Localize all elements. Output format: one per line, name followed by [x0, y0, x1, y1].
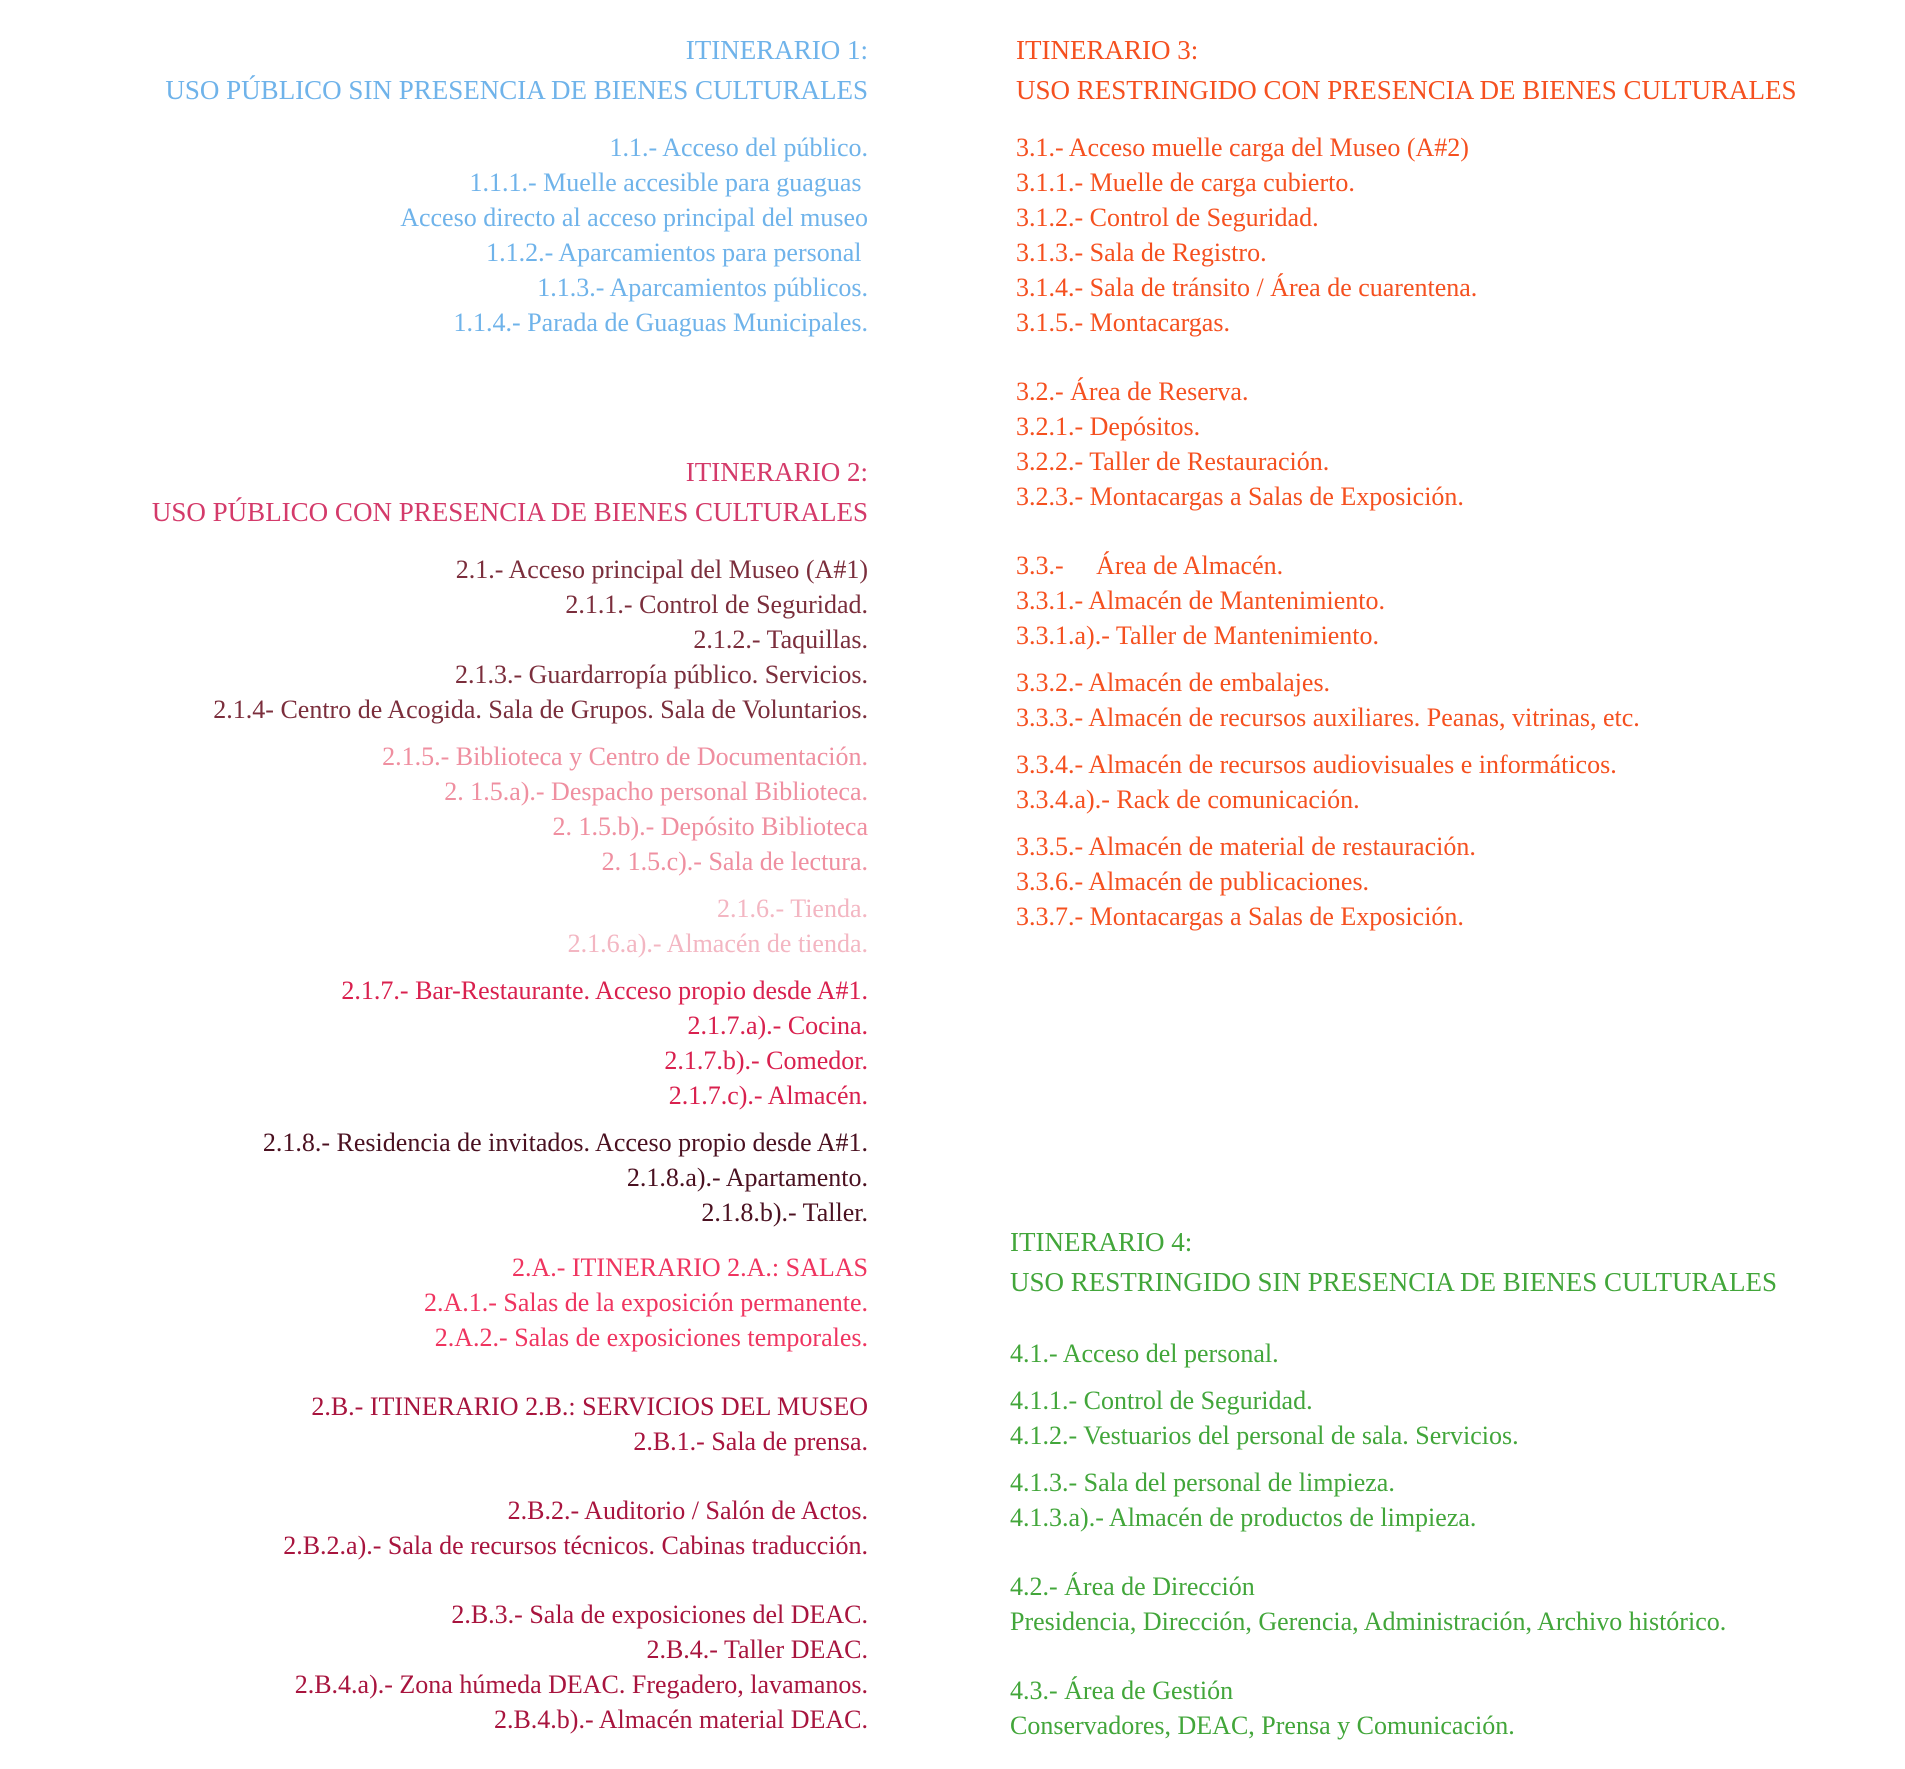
list-item: 1.1.3.- Aparcamientos públicos. — [537, 273, 868, 302]
list-item: 3.3.2.- Almacén de embalajes. — [1016, 668, 1331, 697]
list-item: 4.2.- Área de Dirección — [1010, 1572, 1255, 1601]
list-item: 3.1.2.- Control de Seguridad. — [1016, 203, 1319, 232]
list-item: Presidencia, Dirección, Gerencia, Administración, Archivo histórico. — [1010, 1607, 1727, 1636]
list-item: 2.B.3.- Sala de exposiciones del DEAC. — [451, 1600, 868, 1629]
list-item: 3.2.1.- Depósitos. — [1016, 412, 1201, 441]
list-item: 3.1.5.- Montacargas. — [1016, 308, 1230, 337]
list-item: 2.1.7.- Bar-Restaurante. Acceso propio desde A#1. — [341, 976, 868, 1005]
list-item: 1.1.4.- Parada de Guaguas Municipales. — [453, 308, 868, 337]
itinerario-4-subtitle: USO RESTRINGIDO SIN PRESENCIA DE BIENES CULTURALES — [1010, 1267, 1778, 1297]
list-item: 4.1.- Acceso del personal. — [1010, 1339, 1279, 1368]
list-item: 3.3.1.- Almacén de Mantenimiento. — [1016, 586, 1385, 615]
list-item: 2.1.4- Centro de Acogida. Sala de Grupos. Sala de Voluntarios. — [213, 695, 868, 724]
list-item: 2.1.8.a).- Apartamento. — [626, 1163, 868, 1192]
group-salas — [0, 1250, 868, 1355]
itinerario-4-section — [1010, 1222, 1890, 1743]
list-item: 3.1.1.- Muelle de carga cubierto. — [1016, 168, 1355, 197]
list-item: 2.1.7.a).- Cocina. — [687, 1011, 868, 1040]
itinerario-2-subtitle: USO PÚBLICO CON PRESENCIA DE BIENES CULTURALES — [151, 497, 868, 527]
list-item: 3.3.5.- Almacén de material de restauración. — [1016, 832, 1476, 861]
list-item: 2.1.8.b).- Taller. — [701, 1198, 868, 1227]
list-item: 4.1.2.- Vestuarios del personal de sala. Servicios. — [1010, 1421, 1519, 1450]
list-item: 2.A.2.- Salas de exposiciones temporales. — [434, 1323, 868, 1352]
list-item: 3.1.3.- Sala de Registro. — [1016, 238, 1267, 267]
list-item: 2.B.4.a).- Zona húmeda DEAC. Fregadero, lavamanos. — [294, 1670, 868, 1699]
list-item: 4.1.1.- Control de Seguridad. — [1010, 1386, 1313, 1415]
list-item: 3.3.4.a).- Rack de comunicación. — [1016, 785, 1360, 814]
list-item: 2. 1.5.b).- Depósito Biblioteca — [552, 812, 868, 841]
group-residence — [0, 1125, 868, 1230]
group-shop — [0, 891, 868, 961]
list-item: Acceso directo al acceso principal del museo — [400, 203, 868, 232]
list-item: 2.1.8.- Residencia de invitados. Acceso propio desde A#1. — [262, 1128, 868, 1157]
list-item: 4.1.3.a).- Almacén de productos de limpieza. — [1010, 1503, 1477, 1532]
itinerario-2-title: ITINERARIO 2: — [685, 457, 868, 487]
list-item: 3.1.4.- Sala de tránsito / Área de cuarentena. — [1016, 273, 1478, 302]
list-item: 2.1.5.- Biblioteca y Centro de Documentación. — [382, 742, 868, 771]
itinerario-2-section — [0, 452, 868, 1737]
list-item: 2.A.1.- Salas de la exposición permanente. — [423, 1288, 868, 1317]
itinerario-3-section — [1016, 30, 1896, 934]
list-item: 2.B.4.b).- Almacén material DEAC. — [493, 1705, 868, 1734]
list-item: 3.2.2.- Taller de Restauración. — [1016, 447, 1330, 476]
list-item: 2. 1.5.c).- Sala de lectura. — [601, 847, 868, 876]
itinerario-1-subtitle: USO PÚBLICO SIN PRESENCIA DE BIENES CULTURALES — [165, 75, 868, 105]
group-restaurant — [0, 973, 868, 1113]
itinerario-3-title: ITINERARIO 3: — [1016, 35, 1199, 65]
list-item: 1.1.- Acceso del público. — [609, 133, 868, 162]
group-servicios — [0, 1389, 868, 1737]
itinerario-3-subtitle: USO RESTRINGIDO CON PRESENCIA DE BIENES CULTURALES — [1016, 75, 1797, 105]
list-item: 2.1.6.- Tienda. — [717, 894, 868, 923]
list-item: 1.1.1.- Muelle accesible para guaguas — [469, 168, 868, 197]
list-item: 2.1.6.a).- Almacén de tienda. — [567, 929, 868, 958]
list-item: 2.B.- ITINERARIO 2.B.: SERVICIOS DEL MUSEO — [311, 1392, 868, 1421]
list-item: 3.1.- Acceso muelle carga del Museo (A#2) — [1016, 133, 1469, 162]
group-library — [0, 739, 868, 879]
list-item: 3.3.- Área de Almacén. — [1016, 551, 1284, 580]
list-item: 2. 1.5.a).- Despacho personal Biblioteca. — [444, 777, 868, 806]
list-item: 2.1.2.- Taquillas. — [693, 625, 868, 654]
list-item: 4.3.- Área de Gestión — [1010, 1676, 1234, 1705]
group-access — [0, 552, 868, 727]
list-item: 2.A.- ITINERARIO 2.A.: SALAS — [511, 1253, 868, 1282]
list-item: 3.3.6.- Almacén de publicaciones. — [1016, 867, 1370, 896]
list-item: 1.1.2.- Aparcamientos para personal — [486, 238, 868, 267]
list-item: Conservadores, DEAC, Prensa y Comunicación. — [1010, 1711, 1515, 1740]
itinerario-1-section — [0, 30, 868, 340]
list-item: 3.2.3.- Montacargas a Salas de Exposición. — [1016, 482, 1464, 511]
list-item: 2.1.1.- Control de Seguridad. — [565, 590, 868, 619]
list-item: 2.B.1.- Sala de prensa. — [633, 1427, 868, 1456]
list-item: 2.B.2.- Auditorio / Salón de Actos. — [507, 1496, 868, 1525]
list-item: 2.1.7.b).- Comedor. — [664, 1046, 868, 1075]
list-item: 2.1.3.- Guardarropía público. Servicios. — [454, 660, 868, 689]
list-item: 3.3.1.a).- Taller de Mantenimiento. — [1016, 621, 1380, 650]
itinerario-1-title: ITINERARIO 1: — [685, 35, 868, 65]
list-item: 2.1.7.c).- Almacén. — [668, 1081, 868, 1110]
list-item: 3.3.7.- Montacargas a Salas de Exposición. — [1016, 902, 1464, 931]
list-item: 3.3.3.- Almacén de recursos auxiliares. Peanas, vitrinas, etc. — [1016, 703, 1640, 732]
list-item: 3.3.4.- Almacén de recursos audiovisuales e informáticos. — [1016, 750, 1617, 779]
list-item: 2.B.4.- Taller DEAC. — [646, 1635, 868, 1664]
list-item: 2.1.- Acceso principal del Museo (A#1) — [455, 555, 868, 584]
list-item: 2.B.2.a).- Sala de recursos técnicos. Cabinas traducción. — [283, 1531, 868, 1560]
list-item: 4.1.3.- Sala del personal de limpieza. — [1010, 1468, 1395, 1497]
itinerario-4-title: ITINERARIO 4: — [1010, 1227, 1193, 1257]
list-item: 3.2.- Área de Reserva. — [1016, 377, 1249, 406]
